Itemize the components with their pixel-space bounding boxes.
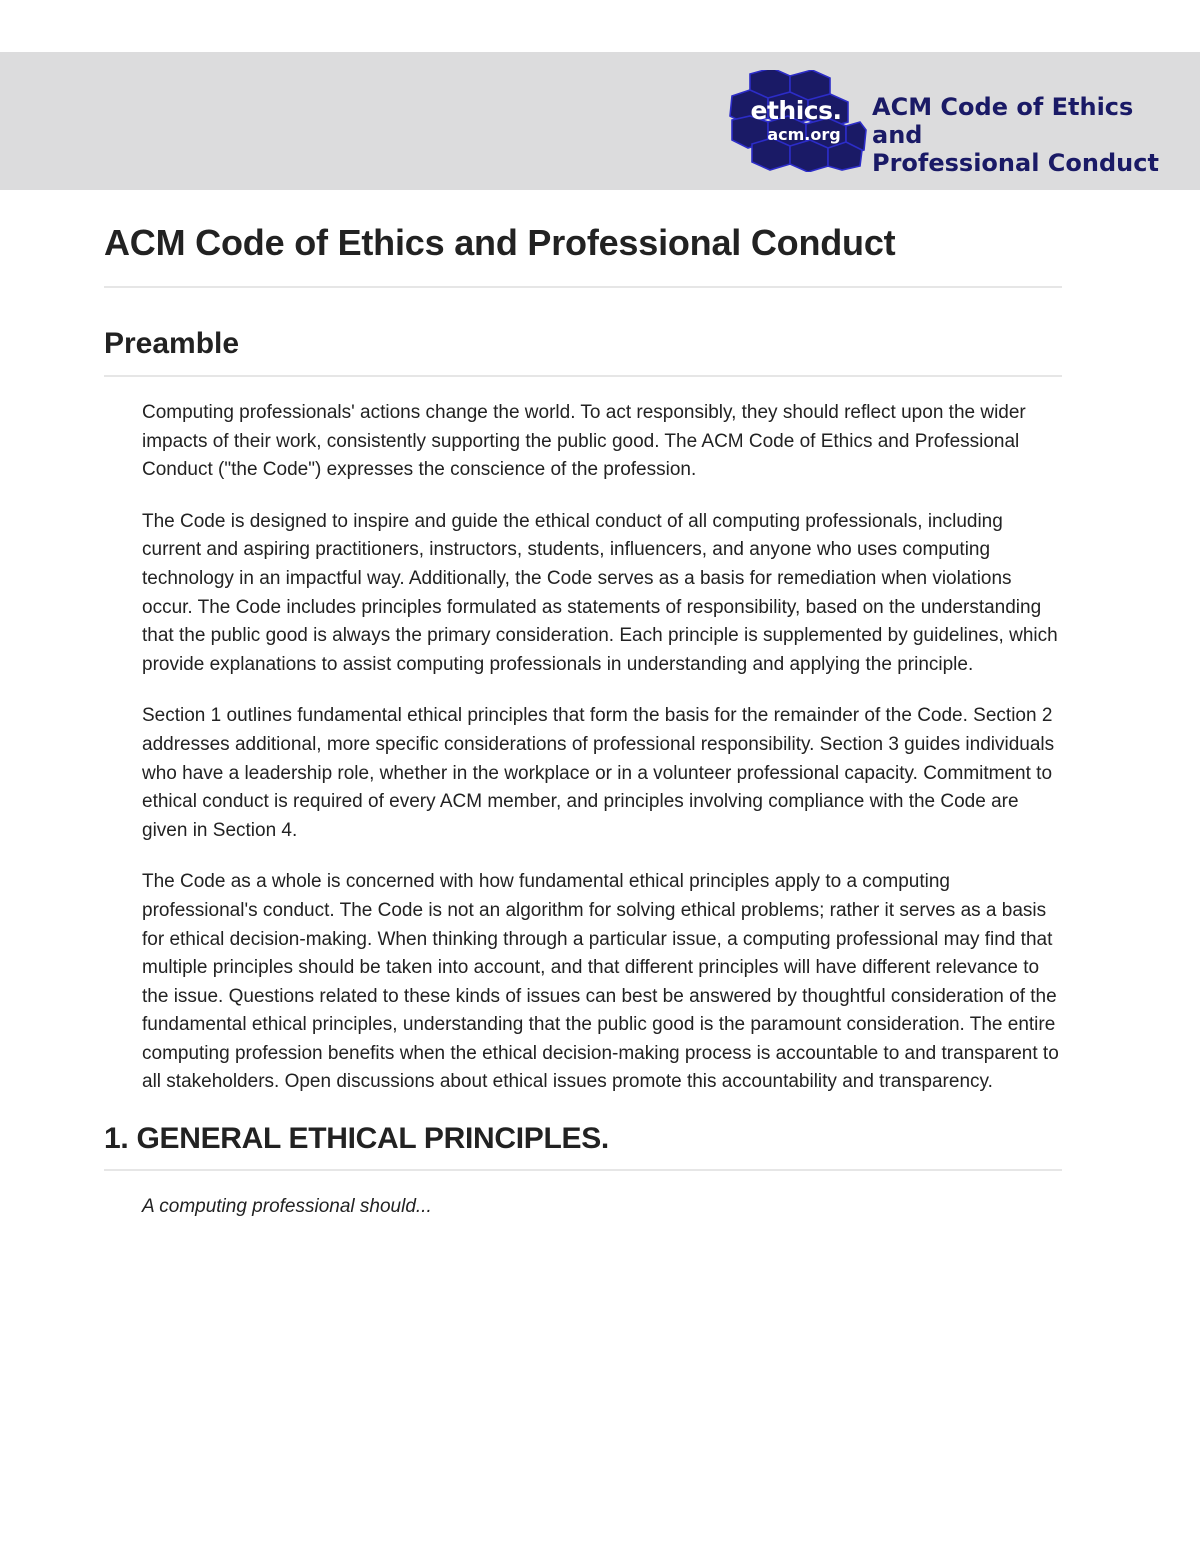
- preamble-paragraph-2: The Code is designed to inspire and guide the ethical conduct of all computing professionals, including current and aspiring practitioners, instructors, students, influencers, and anyone who uses computing technology in an impactful way. Additionally, the Code serves as a basis for remediation when violations occur. The Code includes principles formulated as statements of responsibility, based on the understanding that the public good is always the primary consideration. Each principle is supplemented by guidelines, which provide explanations to assist computing professionals in understanding and applying the principle.: [142, 510, 1058, 675]
- header-title: [872, 93, 1192, 177]
- document-body: [104, 222, 1062, 1221]
- header-title-line1: ACM Code of Ethics and: [872, 93, 1134, 149]
- ethics-acm-logo[interactable]: [728, 70, 868, 172]
- preamble-paragraph-4: The Code as a whole is concerned with how fundamental ethical principles apply to a computing professional's conduct. The Code is not an algorithm for solving ethical problems; rather it serves as a basis for ethical decision-making. When thinking through a particular issue, a computing professional may find that multiple principles should be taken into account, and that different principles will have different relevance to the issue. Questions related to these kinds of issues can best be answered by thoughtful consideration of the fundamental ethical principles, understanding that the public good is the paramount consideration. The entire computing profession benefits when the ethical decision-making process is accountable to and transparent to all stakeholders. Open discussions about ethical issues promote this accountability and transparency.: [142, 871, 1059, 1093]
- preamble-paragraph-1: Computing professionals' actions change the world. To act responsibly, they should reflect upon the wider impacts of their work, consistently supporting the public good. The ACM Code of Ethics and Professional Conduct ("the Code") expresses the conscience of the profession.: [142, 402, 1026, 481]
- document-title: ACM Code of Ethics and Professional Conduct: [104, 222, 1062, 288]
- preamble-heading: Preamble: [104, 326, 1062, 377]
- logo-domain: acm.org: [767, 125, 841, 144]
- preamble-paragraph-3: Section 1 outlines fundamental ethical principles that form the basis for the remainder of the Code. Section 2 addresses additional, more specific considerations of professional responsibility. Section 3 guides individuals who have a leadership role, whether in the workplace or in a volunteer professional capacity. Commitment to ethical conduct is required of every ACM member, and principles involving compliance with the Code are given in Section 4.: [142, 705, 1055, 841]
- section-1-lead: A computing professional should...: [142, 1196, 432, 1218]
- header-title-line2: Professional Conduct: [872, 149, 1159, 177]
- logo-wordmark: ethics.: [750, 96, 842, 125]
- section-1-heading: 1. GENERAL ETHICAL PRINCIPLES.: [104, 1121, 1062, 1171]
- preamble-text: [104, 377, 1062, 1097]
